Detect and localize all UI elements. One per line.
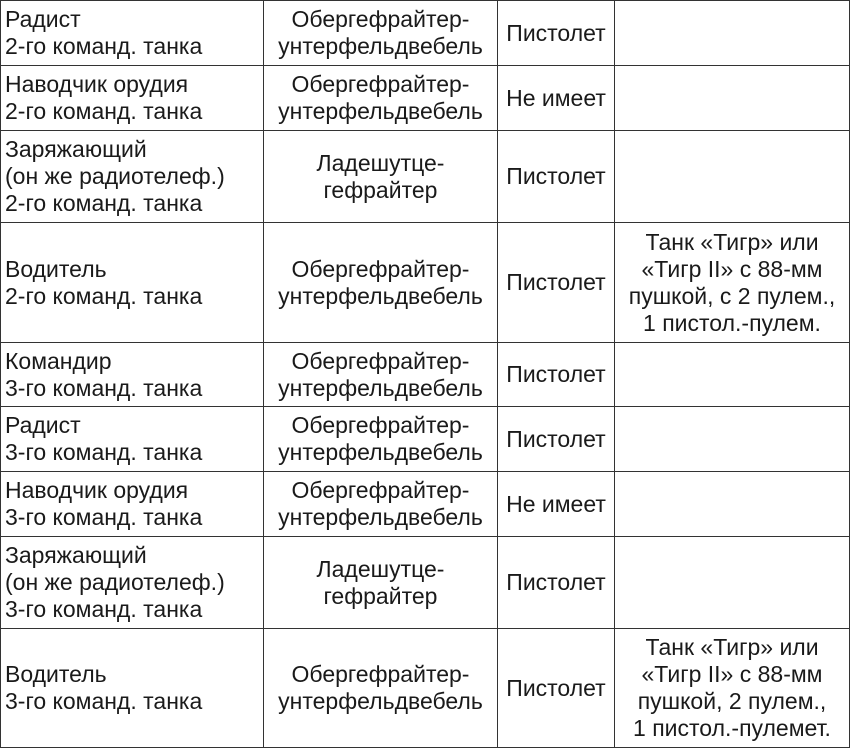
- rank-line: гефрайтер: [323, 176, 438, 203]
- rank-line: унтерфельдвебель: [278, 439, 483, 465]
- note-cell: [615, 66, 850, 131]
- table-row: [1, 223, 850, 343]
- position-line: 3-го команд. танка: [5, 596, 203, 622]
- rank-line: унтерфельдвебель: [278, 98, 483, 124]
- weapon-cell: Не имеет: [498, 472, 615, 537]
- table-row: [1, 537, 850, 629]
- position-line: (он же радиотелеф.): [5, 569, 225, 595]
- rank-line: унтерфельдвебель: [278, 504, 483, 530]
- weapon-cell: Пистолет: [498, 131, 615, 223]
- position-line: 3-го команд. танка: [5, 504, 203, 530]
- table-row: [1, 343, 850, 407]
- position-line: 3-го команд. танка: [5, 688, 203, 714]
- note-line: «Тигр II» с 88-мм: [641, 661, 823, 687]
- position-line: Заряжающий: [5, 136, 147, 162]
- position-cell: [1, 407, 264, 472]
- rank-cell: [264, 472, 498, 537]
- note-line: пушкой, с 2 пулем.,: [628, 282, 836, 309]
- note-cell: [615, 131, 850, 223]
- rank-cell: [264, 343, 498, 407]
- note-line: 1 пистол.-пулемет.: [633, 715, 831, 741]
- weapon-cell: Пистолет: [498, 343, 615, 407]
- weapon-cell: Пистолет: [498, 537, 615, 629]
- rank-cell: [264, 629, 498, 748]
- position-cell: [1, 629, 264, 748]
- weapon-cell: Пистолет: [498, 407, 615, 472]
- rank-line: Обергефрайтер-: [291, 347, 470, 374]
- rank-line: гефрайтер: [323, 582, 438, 609]
- table-row: [1, 629, 850, 748]
- note-line: 1 пистол.-пулем.: [643, 309, 821, 336]
- rank-cell: [264, 131, 498, 223]
- position-cell: [1, 223, 264, 343]
- table-row: [1, 66, 850, 131]
- rank-line: Обергефрайтер-: [291, 661, 470, 687]
- table-body: [1, 1, 850, 748]
- position-line: 2-го команд. танка: [5, 190, 203, 216]
- position-cell: [1, 66, 264, 131]
- position-line: Заряжающий: [5, 542, 147, 568]
- note-cell: [615, 537, 850, 629]
- position-line: Наводчик орудия: [5, 477, 189, 503]
- position-cell: [1, 343, 264, 407]
- rank-line: Обергефрайтер-: [291, 255, 470, 282]
- rank-line: унтерфельдвебель: [278, 282, 483, 309]
- position-line: (он же радиотелеф.): [5, 163, 225, 189]
- note-cell: [615, 223, 850, 343]
- rank-line: унтерфельдвебель: [278, 688, 483, 714]
- table-row: [1, 407, 850, 472]
- rank-line: Обергефрайтер-: [291, 477, 470, 503]
- note-cell: [615, 343, 850, 407]
- note-cell: [615, 472, 850, 537]
- position-line: Водитель: [5, 661, 107, 687]
- rank-cell: [264, 223, 498, 343]
- weapon-cell: Не имеет: [498, 66, 615, 131]
- position-line: 2-го команд. танка: [5, 98, 203, 124]
- table-row: [1, 131, 850, 223]
- rank-line: Обергефрайтер-: [291, 412, 470, 438]
- position-line: 3-го команд. танка: [5, 374, 203, 401]
- position-cell: [1, 1, 264, 66]
- position-cell: [1, 537, 264, 629]
- note-cell: [615, 1, 850, 66]
- position-line: Радист: [5, 412, 81, 438]
- rank-line: Ладешутце-: [316, 555, 445, 582]
- rank-line: унтерфельдвебель: [278, 374, 483, 401]
- position-line: 2-го команд. танка: [5, 282, 203, 309]
- position-line: 2-го команд. танка: [5, 33, 203, 59]
- rank-cell: [264, 407, 498, 472]
- position-line: Радист: [5, 6, 81, 32]
- rank-cell: [264, 1, 498, 66]
- rank-line: Обергефрайтер-: [291, 6, 470, 32]
- position-cell: [1, 472, 264, 537]
- weapon-cell: Пистолет: [498, 629, 615, 748]
- note-line: «Тигр II» с 88-мм: [641, 255, 823, 282]
- rank-cell: [264, 66, 498, 131]
- note-line: Танк «Тигр» или: [645, 634, 819, 660]
- position-line: 3-го команд. танка: [5, 439, 203, 465]
- rank-line: унтерфельдвебель: [278, 33, 483, 59]
- weapon-cell: Пистолет: [498, 1, 615, 66]
- position-line: Командир: [5, 347, 112, 374]
- note-cell: [615, 629, 850, 748]
- rank-line: Ладешутце-: [316, 149, 445, 176]
- table-row: [1, 1, 850, 66]
- rank-cell: [264, 537, 498, 629]
- position-cell: [1, 131, 264, 223]
- note-cell: [615, 407, 850, 472]
- note-line: Танк «Тигр» или: [645, 228, 819, 255]
- position-line: Наводчик орудия: [5, 71, 189, 97]
- rank-line: Обергефрайтер-: [291, 71, 470, 97]
- table-row: [1, 472, 850, 537]
- position-line: Водитель: [5, 255, 107, 282]
- note-line: пушкой, 2 пулем.,: [637, 688, 827, 714]
- weapon-cell: Пистолет: [498, 223, 615, 343]
